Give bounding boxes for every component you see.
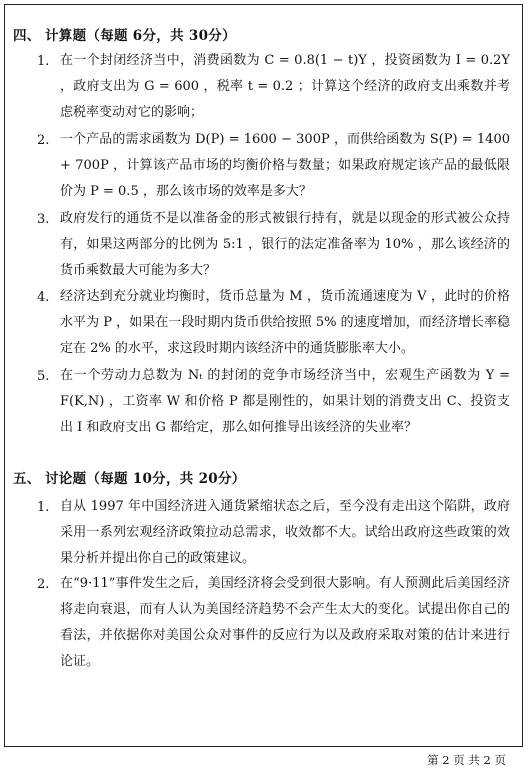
question-number: 2. bbox=[37, 133, 50, 148]
question-number: 4. bbox=[37, 290, 50, 305]
section-4-heading bbox=[13, 24, 236, 44]
question-text: 在一个封闭经济当中，消费函数为 C = 0.8(1 − t)Y ，投资函数为 I = 0.2Y ，政府支出为 G = 600 ，税率 t = 0.2 ；计算这个经济的政府支出乘数并考虑税率变动对它的影响； bbox=[60, 53, 510, 120]
page-number-footer: 第 2 页 共 2 页 bbox=[427, 753, 506, 767]
section-5-title: 讨论题（每题 10分，共 20分） bbox=[45, 471, 246, 487]
question-text: 在一个劳动力总数为 Nₜ 的封闭的竞争市场经济当中，宏观生产函数为 Y = F(K,N) ，工资率 W 和价格 P 都是刚性的，如果计划的消费支出 C、投资支出 I 和政府支出 G 都给定，那么如何推导出该经济的失业率？ bbox=[60, 368, 510, 435]
question-number: 5. bbox=[37, 369, 50, 384]
question-text: 经济达到充分就业均衡时，货币总量为 M ，货币流通速度为 V ，此时的价格水平为 P ，如果在一段时期内货币供给按照 5% 的速度增加，而经济增长率稳定在 2% 的水平，求这段时期内该经济中的通货膨胀率大小。 bbox=[60, 289, 510, 356]
question-text: 一个产品的需求函数为 D(P) = 1600 − 300P ，而供给函数为 S(P) = 1400 + 700P ，计算该产品市场的均衡价格与数量；如果政府规定该产品的最低限价为 P = 0.5 ，那么该市场的效率是多大？ bbox=[60, 132, 510, 199]
section-4-number: 四、 bbox=[13, 28, 41, 44]
question-number: 1. bbox=[37, 500, 50, 515]
section-5-number: 五、 bbox=[13, 471, 41, 487]
question-text: 自从 1997 年中国经济进入通货紧缩状态之后，至今没有走出这个陷阱，政府采用一系列宏观经济政策拉动总需求，收效都不大。试给出政府这些政策的效果分析并提出你自己的政策建议。 bbox=[60, 499, 510, 566]
question-text: 在“9·11”事件发生之后，美国经济将会受到很大影响。有人预测此后美国经济将走向衰退，而有人认为美国经济趋势不会产生太大的变化。试提出你自己的看法，并依据你对美国公众对事件的反应行为以及政府采取对策的估计来进行论证。 bbox=[60, 576, 510, 669]
section-5-heading bbox=[13, 467, 246, 487]
question-text: 政府发行的通货不是以准备金的形式被银行持有，就是以现金的形式被公众持有，如果这两部分的比例为 5:1 ，银行的法定准备率为 10% ，那么该经济的货币乘数最大可能为多大？ bbox=[60, 211, 510, 278]
question-number: 2. bbox=[37, 577, 50, 592]
question-number: 3. bbox=[37, 212, 50, 227]
question-number: 1. bbox=[37, 54, 50, 69]
section-4-title: 计算题（每题 6分，共 30分） bbox=[45, 28, 236, 44]
